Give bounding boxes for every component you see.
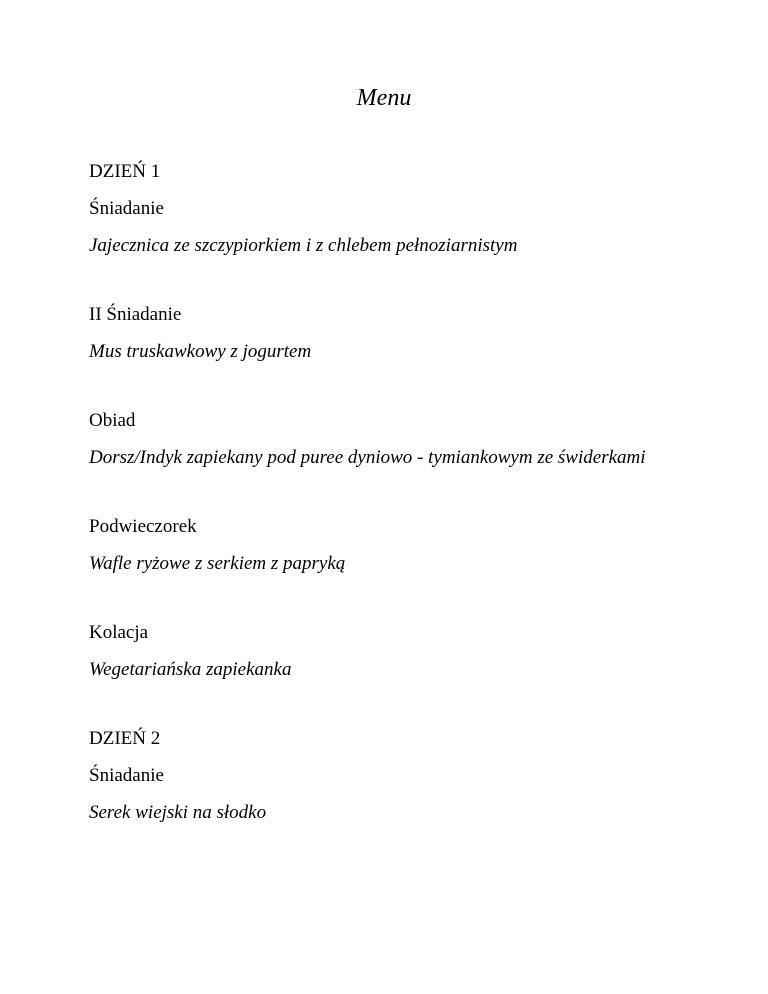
meal-dish: Wafle ryżowe z serkiem z papryką xyxy=(89,553,346,574)
meal-name: Śniadanie xyxy=(89,198,164,219)
meal-item xyxy=(89,621,649,681)
day-section xyxy=(89,727,649,824)
meal-dish: Dorsz/Indyk zapiekany pod puree dyniowo - tymiankowym ze świderkami xyxy=(89,447,646,468)
meal-dish: Wegetariańska zapiekanka xyxy=(89,659,292,680)
meal-dish: Jajecznica ze szczypiorkiem i z chlebem pełnoziarnistym xyxy=(89,235,518,256)
day-heading: DZIEŃ 2 xyxy=(89,728,161,749)
meal-name: Kolacja xyxy=(89,622,149,643)
meal-name: Podwieczorek xyxy=(89,516,197,537)
menu-content xyxy=(89,160,649,824)
meal-name: II Śniadanie xyxy=(89,304,182,325)
meal-name: Śniadanie xyxy=(89,765,164,786)
meal-item xyxy=(89,197,649,257)
day-heading: DZIEŃ 1 xyxy=(89,161,161,182)
meal-dish: Mus truskawkowy z jogurtem xyxy=(89,341,312,362)
page-title: Menu xyxy=(356,85,412,111)
day-section xyxy=(89,160,649,681)
meal-item xyxy=(89,409,649,469)
meal-item xyxy=(89,764,649,824)
meal-name: Obiad xyxy=(89,410,136,431)
meal-item xyxy=(89,515,649,575)
meal-dish: Serek wiejski na słodko xyxy=(89,802,267,823)
meal-item xyxy=(89,303,649,363)
